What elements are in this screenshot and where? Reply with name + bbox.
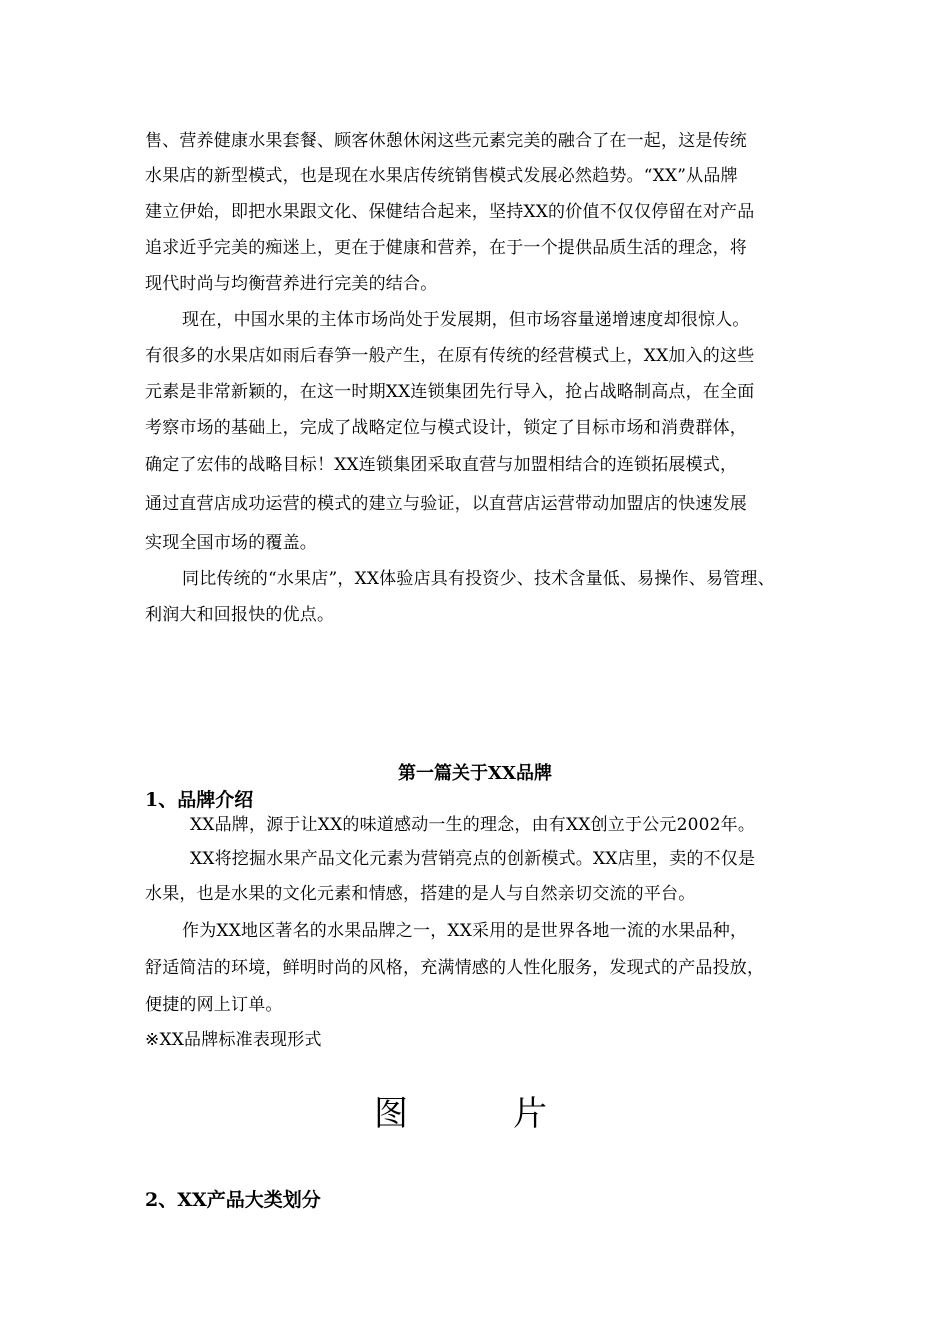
market-line-4: 考察市场的基础上，完成了战略定位与模式设计，锁定了目标市场和消费群体，: [145, 418, 747, 438]
market-line-2: 有很多的水果店如雨后春笋一般产生，在原有传统的经营模式上，XX加入的这些: [145, 346, 755, 366]
brand-intro-para3-line-3: 便捷的网上订单。: [145, 995, 283, 1015]
market-line-7: 实现全国市场的覆盖。: [145, 533, 317, 553]
brand-intro-para1: XX品牌，源于让XX的味道感动一生的理念，由有XX创立于公元2002年。: [190, 815, 756, 835]
section-heading-brand-intro: 1、品牌介绍: [145, 789, 254, 811]
intro-line-2: 水果店的新型模式，也是现在水果店传统销售模式发展必然趋势。“XX”从品牌: [145, 166, 738, 186]
brand-intro-para3-line-2: 舒适简洁的环境，鲜明时尚的风格，充满情感的人性化服务，发现式的产品投放，: [145, 958, 765, 978]
brand-standard-note: ※XX品牌标准表现形式: [145, 1030, 322, 1050]
intro-line-5: 现代时尚与均衡营养进行完美的结合。: [145, 274, 438, 294]
intro-line-3: 建立伊始，即把水果跟文化、保健结合起来，坚持XX的价值不仅仅停留在对产品: [145, 202, 755, 222]
market-line-6: 通过直营店成功运营的模式的建立与验证，以直营店运营带动加盟店的快速发展: [145, 494, 747, 514]
advantage-line-2: 利润大和回报快的优点。: [145, 605, 335, 625]
chapter-title: 第一篇关于XX品牌: [398, 763, 552, 784]
market-line-5: 确定了宏伟的战略目标！XX连锁集团采取直营与加盟相结合的连锁拓展模式，: [145, 455, 738, 475]
image-placeholder-char-1: 图: [374, 1094, 408, 1134]
brand-intro-para2-line-2: 水果，也是水果的文化元素和情感，搭建的是人与自然亲切交流的平台。: [145, 884, 696, 904]
intro-line-1: 售、营养健康水果套餐、顾客休憩休闲这些元素完美的融合了在一起，这是传统: [145, 131, 747, 151]
advantage-line-1: 同比传统的“水果店”，XX体验店具有投资少、技术含量低、易操作、易管理、: [182, 569, 775, 589]
intro-line-4: 追求近乎完美的痴迷上，更在于健康和营养，在于一个提供品质生活的理念，将: [145, 238, 747, 258]
market-line-3: 元素是非常新颖的，在这一时期XX连锁集团先行导入，抢占战略制高点，在全面: [145, 382, 755, 402]
market-line-1: 现在，中国水果的主体市场尚处于发展期，但市场容量递增速度却很惊人。: [182, 310, 750, 330]
brand-intro-para3-line-1: 作为XX地区著名的水果品牌之一，XX采用的是世界各地一流的水果品种，: [182, 921, 748, 941]
brand-intro-para2-line-1: XX将挖掘水果产品文化元素为营销亮点的创新模式。XX店里，卖的不仅是: [190, 849, 756, 869]
image-placeholder-char-2: 片: [513, 1094, 547, 1134]
section-heading-product-categories: 2、XX产品大类划分: [145, 1189, 321, 1211]
